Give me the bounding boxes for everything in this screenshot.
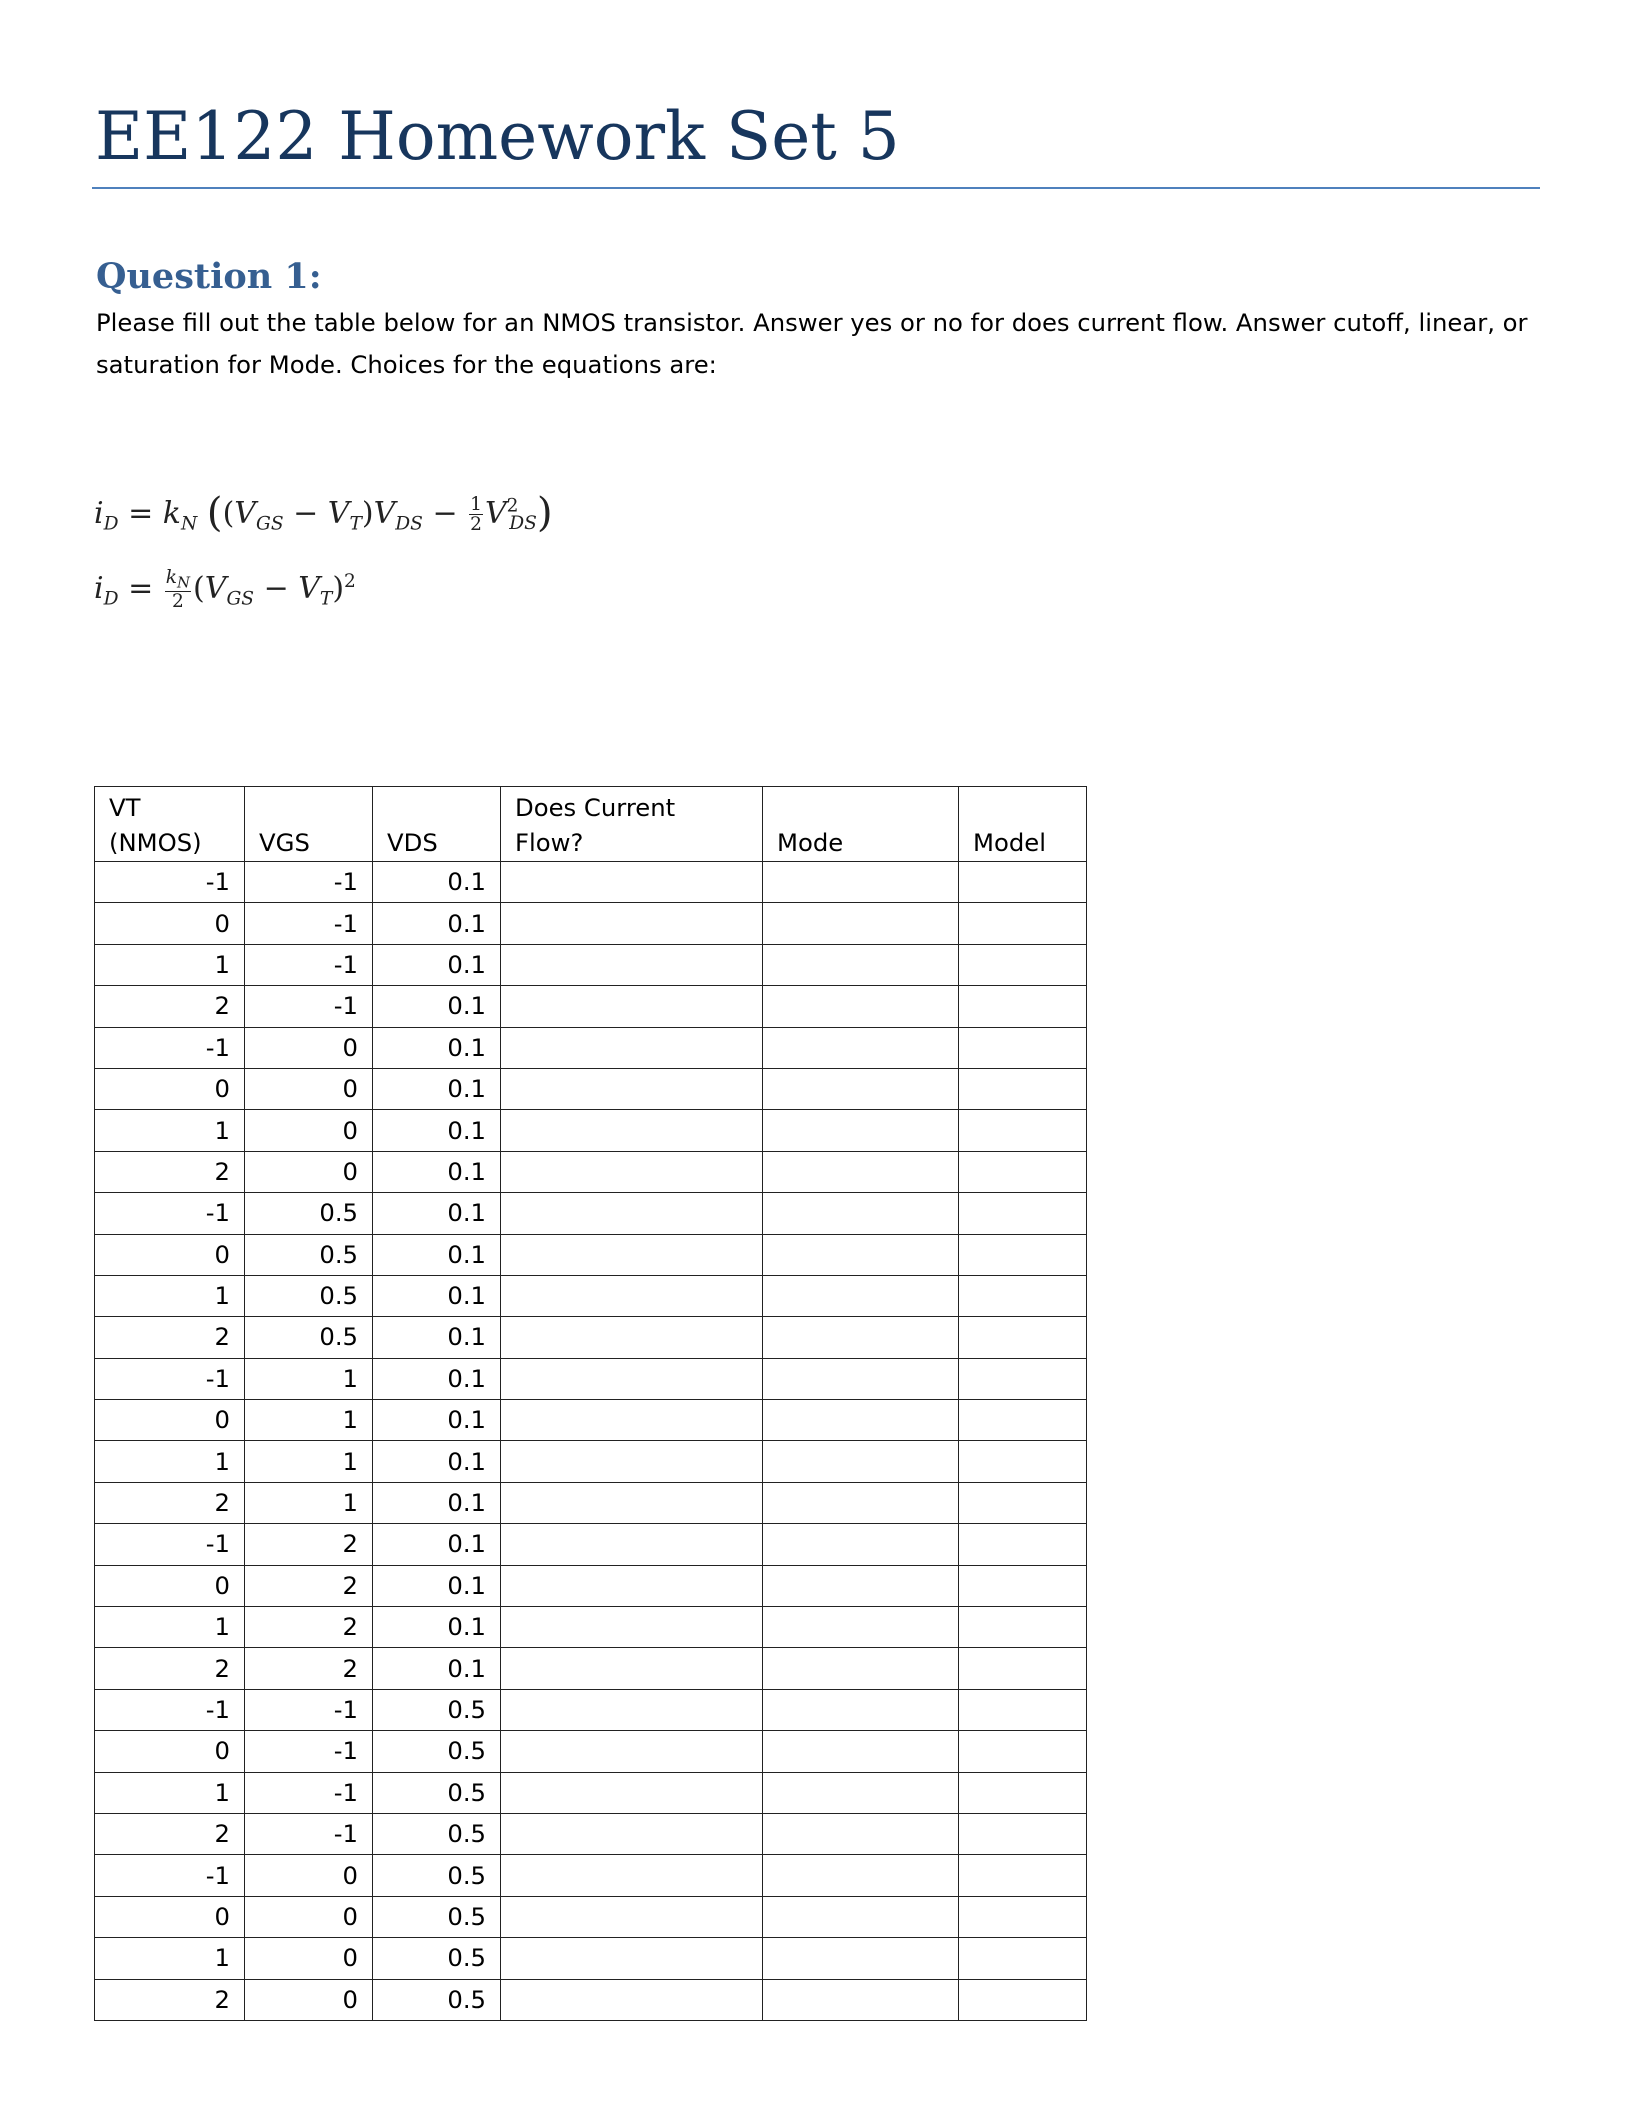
cell-model[interactable] <box>959 1772 1087 1813</box>
cell-current-flow[interactable] <box>501 862 763 903</box>
cell-mode[interactable] <box>763 1648 959 1689</box>
cell-current-flow[interactable] <box>501 1275 763 1316</box>
cell-vgs: 0 <box>245 1896 373 1937</box>
cell-current-flow[interactable] <box>501 1110 763 1151</box>
cell-vds: 0.5 <box>373 1813 501 1854</box>
table-row <box>95 1151 1087 1192</box>
cell-vgs: 2 <box>245 1648 373 1689</box>
cell-vds: 0.5 <box>373 1896 501 1937</box>
cell-vds: 0.1 <box>373 1234 501 1275</box>
cell-vt: -1 <box>95 1689 245 1730</box>
cell-current-flow[interactable] <box>501 986 763 1027</box>
cell-mode[interactable] <box>763 1400 959 1441</box>
cell-model[interactable] <box>959 1855 1087 1896</box>
cell-vds: 0.1 <box>373 1110 501 1151</box>
table-row <box>95 1938 1087 1979</box>
cell-vt: 2 <box>95 1648 245 1689</box>
cell-vds: 0.1 <box>373 1565 501 1606</box>
cell-model[interactable] <box>959 1938 1087 1979</box>
cell-mode[interactable] <box>763 1731 959 1772</box>
cell-vt: 0 <box>95 1565 245 1606</box>
cell-vgs: 0.5 <box>245 1234 373 1275</box>
header-mode: Mode <box>763 787 959 862</box>
table-row <box>95 1193 1087 1234</box>
cell-vgs: 0 <box>245 1855 373 1896</box>
cell-model[interactable] <box>959 1896 1087 1937</box>
cell-vds: 0.5 <box>373 1689 501 1730</box>
cell-vds: 0.5 <box>373 1731 501 1772</box>
table-header-row <box>95 787 1087 862</box>
table-row <box>95 862 1087 903</box>
cell-current-flow[interactable] <box>501 903 763 944</box>
cell-model[interactable] <box>959 903 1087 944</box>
cell-mode[interactable] <box>763 944 959 985</box>
cell-vgs: -1 <box>245 903 373 944</box>
cell-model[interactable] <box>959 1524 1087 1565</box>
cell-vds: 0.1 <box>373 1358 501 1399</box>
cell-model[interactable] <box>959 1731 1087 1772</box>
cell-vt: 2 <box>95 1317 245 1358</box>
cell-vds: 0.1 <box>373 1193 501 1234</box>
cell-model[interactable] <box>959 1607 1087 1648</box>
table-row <box>95 1027 1087 1068</box>
cell-current-flow[interactable] <box>501 1813 763 1854</box>
cell-vds: 0.1 <box>373 1441 501 1482</box>
cell-current-flow[interactable] <box>501 1193 763 1234</box>
cell-mode[interactable] <box>763 1441 959 1482</box>
header-vds: VDS <box>373 787 501 862</box>
cell-vds: 0.1 <box>373 903 501 944</box>
cell-vgs: 2 <box>245 1565 373 1606</box>
cell-model[interactable] <box>959 1317 1087 1358</box>
cell-mode[interactable] <box>763 1317 959 1358</box>
cell-vt: 1 <box>95 944 245 985</box>
cell-current-flow[interactable] <box>501 1772 763 1813</box>
header-current-line1: Does Current <box>515 793 676 822</box>
cell-vgs: -1 <box>245 1731 373 1772</box>
cell-vgs: 1 <box>245 1482 373 1523</box>
cell-current-flow[interactable] <box>501 1234 763 1275</box>
cell-model[interactable] <box>959 1234 1087 1275</box>
cell-vgs: -1 <box>245 944 373 985</box>
cell-vgs: 0 <box>245 1979 373 2020</box>
cell-current-flow[interactable] <box>501 1938 763 1979</box>
cell-vgs: 0 <box>245 1151 373 1192</box>
equation-linear: $i_D = k_N$ ($(V_{GS} - V_T)V_{DS}$ − $\frac{1}{2}$ $V^2_{DS}$) <box>94 488 553 536</box>
cell-vgs: 1 <box>245 1358 373 1399</box>
table-row <box>95 1979 1087 2020</box>
title-underline <box>92 187 1540 189</box>
cell-current-flow[interactable] <box>501 1027 763 1068</box>
table-row <box>95 1565 1087 1606</box>
cell-vt: 0 <box>95 1731 245 1772</box>
cell-mode[interactable] <box>763 1689 959 1730</box>
cell-vds: 0.5 <box>373 1979 501 2020</box>
cell-vt: -1 <box>95 1193 245 1234</box>
cell-vds: 0.5 <box>373 1938 501 1979</box>
cell-mode[interactable] <box>763 1027 959 1068</box>
cell-mode[interactable] <box>763 1524 959 1565</box>
cell-mode[interactable] <box>763 1275 959 1316</box>
cell-vt: 1 <box>95 1110 245 1151</box>
table-row <box>95 1275 1087 1316</box>
cell-vds: 0.1 <box>373 944 501 985</box>
cell-model[interactable] <box>959 1110 1087 1151</box>
cell-vgs: 2 <box>245 1607 373 1648</box>
cell-model[interactable] <box>959 1565 1087 1606</box>
table-row <box>95 1896 1087 1937</box>
table-row <box>95 903 1087 944</box>
cell-vt: 1 <box>95 1441 245 1482</box>
cell-vgs: 1 <box>245 1441 373 1482</box>
cell-mode[interactable] <box>763 986 959 1027</box>
cell-current-flow[interactable] <box>501 1358 763 1399</box>
cell-mode[interactable] <box>763 1979 959 2020</box>
table-row <box>95 1358 1087 1399</box>
cell-current-flow[interactable] <box>501 1524 763 1565</box>
table-row <box>95 1234 1087 1275</box>
cell-current-flow[interactable] <box>501 944 763 985</box>
cell-model[interactable] <box>959 862 1087 903</box>
table-row <box>95 1524 1087 1565</box>
cell-vgs: 0 <box>245 1938 373 1979</box>
cell-model[interactable] <box>959 1275 1087 1316</box>
cell-vds: 0.1 <box>373 1607 501 1648</box>
cell-vt: -1 <box>95 1358 245 1399</box>
cell-vt: 0 <box>95 903 245 944</box>
table-row <box>95 1607 1087 1648</box>
table-row <box>95 1317 1087 1358</box>
header-vt-line2: (NMOS) <box>109 828 202 857</box>
cell-vgs: 0.5 <box>245 1317 373 1358</box>
cell-vt: 0 <box>95 1400 245 1441</box>
table-row <box>95 1110 1087 1151</box>
cell-vt: -1 <box>95 1027 245 1068</box>
cell-vgs: 1 <box>245 1400 373 1441</box>
cell-mode[interactable] <box>763 903 959 944</box>
cell-model[interactable] <box>959 1068 1087 1109</box>
header-vgs: VGS <box>245 787 373 862</box>
cell-current-flow[interactable] <box>501 1689 763 1730</box>
cell-current-flow[interactable] <box>501 1400 763 1441</box>
cell-mode[interactable] <box>763 1482 959 1523</box>
header-current-line2: Flow? <box>515 828 584 857</box>
cell-model[interactable] <box>959 1027 1087 1068</box>
cell-model[interactable] <box>959 944 1087 985</box>
cell-vt: 2 <box>95 1151 245 1192</box>
cell-vgs: -1 <box>245 1813 373 1854</box>
cell-vds: 0.1 <box>373 1027 501 1068</box>
cell-mode[interactable] <box>763 1855 959 1896</box>
cell-current-flow[interactable] <box>501 1151 763 1192</box>
cell-current-flow[interactable] <box>501 1565 763 1606</box>
table-row <box>95 1855 1087 1896</box>
cell-vt: -1 <box>95 1855 245 1896</box>
cell-vds: 0.1 <box>373 986 501 1027</box>
cell-vgs: 0 <box>245 1027 373 1068</box>
header-current-flow <box>501 787 763 862</box>
cell-model[interactable] <box>959 1151 1087 1192</box>
cell-vgs: -1 <box>245 1772 373 1813</box>
cell-current-flow[interactable] <box>501 1855 763 1896</box>
cell-model[interactable] <box>959 986 1087 1027</box>
cell-model[interactable] <box>959 1689 1087 1730</box>
cell-vds: 0.5 <box>373 1772 501 1813</box>
cell-vgs: 0.5 <box>245 1193 373 1234</box>
cell-vgs: -1 <box>245 986 373 1027</box>
cell-vt: -1 <box>95 862 245 903</box>
nmos-table <box>94 786 1087 2021</box>
cell-mode[interactable] <box>763 1896 959 1937</box>
cell-vt: 2 <box>95 1813 245 1854</box>
cell-current-flow[interactable] <box>501 1068 763 1109</box>
cell-model[interactable] <box>959 1441 1087 1482</box>
cell-mode[interactable] <box>763 862 959 903</box>
cell-vds: 0.1 <box>373 1648 501 1689</box>
table-row <box>95 1482 1087 1523</box>
header-vt <box>95 787 245 862</box>
cell-model[interactable] <box>959 1813 1087 1854</box>
cell-vds: 0.1 <box>373 1151 501 1192</box>
header-model: Model <box>959 787 1087 862</box>
cell-mode[interactable] <box>763 1607 959 1648</box>
table-row <box>95 1731 1087 1772</box>
cell-vgs: 0.5 <box>245 1275 373 1316</box>
cell-vt: 2 <box>95 1482 245 1523</box>
cell-current-flow[interactable] <box>501 1896 763 1937</box>
cell-vt: 2 <box>95 1979 245 2020</box>
cell-current-flow[interactable] <box>501 1482 763 1523</box>
cell-vgs: 2 <box>245 1524 373 1565</box>
cell-mode[interactable] <box>763 1110 959 1151</box>
cell-vgs: 0 <box>245 1068 373 1109</box>
cell-vt: 1 <box>95 1275 245 1316</box>
cell-vt: 0 <box>95 1068 245 1109</box>
cell-vt: 1 <box>95 1772 245 1813</box>
equation-saturation: $i_D$ = $\frac{k_N}{2}$ $(V_{GS} - V_T)^2$ <box>94 567 356 613</box>
cell-model[interactable] <box>959 1400 1087 1441</box>
table-row <box>95 1648 1087 1689</box>
header-vt-line1: VT <box>109 793 141 822</box>
cell-vds: 0.1 <box>373 1068 501 1109</box>
table-row <box>95 944 1087 985</box>
table-row <box>95 986 1087 1027</box>
question-heading: Question 1: <box>96 256 322 297</box>
cell-current-flow[interactable] <box>501 1441 763 1482</box>
cell-vt: 0 <box>95 1896 245 1937</box>
cell-mode[interactable] <box>763 1151 959 1192</box>
cell-mode[interactable] <box>763 1813 959 1854</box>
cell-vds: 0.1 <box>373 1524 501 1565</box>
cell-mode[interactable] <box>763 1193 959 1234</box>
cell-mode[interactable] <box>763 1358 959 1399</box>
cell-current-flow[interactable] <box>501 1979 763 2020</box>
table-row <box>95 1400 1087 1441</box>
cell-vt: 1 <box>95 1607 245 1648</box>
cell-current-flow[interactable] <box>501 1607 763 1648</box>
cell-vgs: 0 <box>245 1110 373 1151</box>
table-row <box>95 1772 1087 1813</box>
cell-model[interactable] <box>959 1358 1087 1399</box>
table-row <box>95 1441 1087 1482</box>
cell-vt: 2 <box>95 986 245 1027</box>
cell-vt: -1 <box>95 1524 245 1565</box>
cell-current-flow[interactable] <box>501 1317 763 1358</box>
cell-vds: 0.1 <box>373 1400 501 1441</box>
table-row <box>95 1689 1087 1730</box>
cell-model[interactable] <box>959 1482 1087 1523</box>
cell-vgs: -1 <box>245 1689 373 1730</box>
document-title: EE122 Homework Set 5 <box>95 98 900 175</box>
table-row <box>95 1813 1087 1854</box>
cell-vds: 0.1 <box>373 1317 501 1358</box>
cell-current-flow[interactable] <box>501 1731 763 1772</box>
table-body <box>95 862 1087 2021</box>
cell-mode[interactable] <box>763 1772 959 1813</box>
cell-vds: 0.1 <box>373 862 501 903</box>
cell-model[interactable] <box>959 1193 1087 1234</box>
table-row <box>95 1068 1087 1109</box>
cell-mode[interactable] <box>763 1938 959 1979</box>
cell-vt: 1 <box>95 1938 245 1979</box>
cell-model[interactable] <box>959 1648 1087 1689</box>
cell-vds: 0.1 <box>373 1482 501 1523</box>
cell-vds: 0.5 <box>373 1855 501 1896</box>
cell-current-flow[interactable] <box>501 1648 763 1689</box>
cell-vgs: -1 <box>245 862 373 903</box>
cell-mode[interactable] <box>763 1234 959 1275</box>
cell-mode[interactable] <box>763 1068 959 1109</box>
question-text: Please fill out the table below for an NMOS transistor. Answer yes or no for does current flow. Answer cutoff, linear, or saturation for Mode. Choices for the equations are: <box>96 308 1528 379</box>
cell-mode[interactable] <box>763 1565 959 1606</box>
cell-vds: 0.1 <box>373 1275 501 1316</box>
cell-vt: 0 <box>95 1234 245 1275</box>
cell-model[interactable] <box>959 1979 1087 2020</box>
